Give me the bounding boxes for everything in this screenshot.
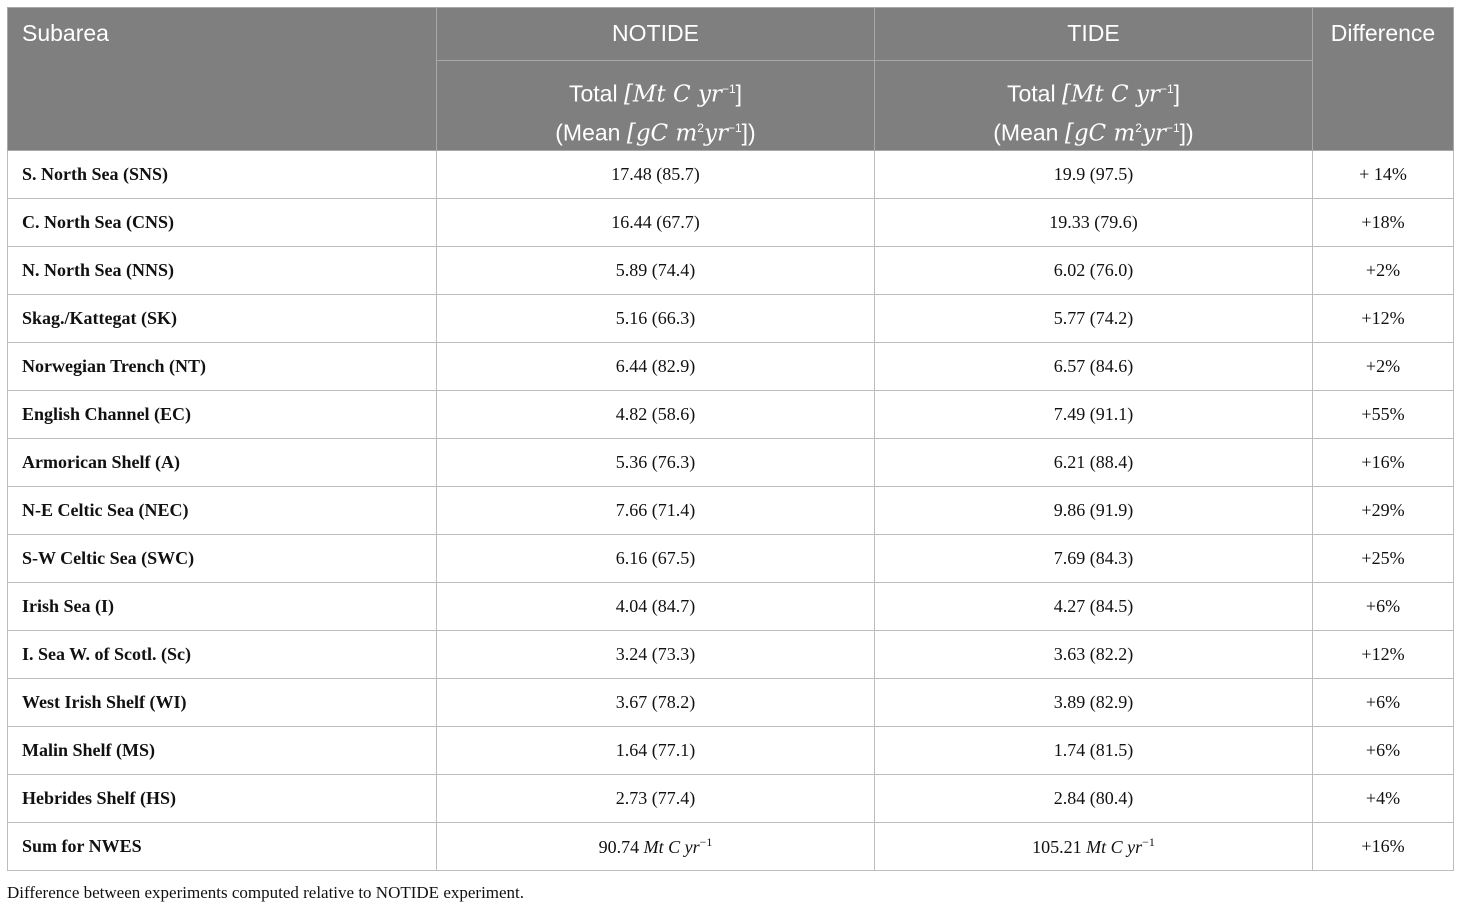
cell-subarea: S. North Sea (SNS) [8,151,437,199]
cell-subarea: English Channel (EC) [8,391,437,439]
cell-notide: 3.24 (73.3) [437,631,875,679]
cell-notide: 7.66 (71.4) [437,487,875,535]
cell-subarea: Norwegian Trench (NT) [8,343,437,391]
units-total-line [445,73,866,112]
cell-notide: 3.67 (78.2) [437,679,875,727]
cell-tide: 1.74 (81.5) [875,727,1313,775]
units-mean-exp-b: −1 [1165,120,1180,135]
cell-notide: 5.16 (66.3) [437,295,875,343]
header-subarea: Subarea [8,8,437,151]
cell-tide: 6.21 (88.4) [875,439,1313,487]
sum-units-exp: −1 [699,835,713,850]
units-total-line [883,73,1304,112]
cell-tide: 3.63 (82.2) [875,631,1313,679]
table-row [8,151,1454,199]
cell-tide: 3.89 (82.9) [875,679,1313,727]
cell-tide: 9.86 (91.9) [875,487,1313,535]
header-notide: NOTIDE [437,8,875,61]
cell-subarea: West Irish Shelf (WI) [8,679,437,727]
cell-notide: 4.04 (84.7) [437,583,875,631]
table-row [8,775,1454,823]
cell-difference: + 14% [1313,151,1454,199]
units-total-prefix: Total [1006,80,1062,107]
cell-subarea: S-W Celtic Sea (SWC) [8,535,437,583]
cell-sum-notide [437,823,875,871]
units-mean-prefix: (Mean [993,119,1065,146]
cell-difference: +6% [1313,727,1454,775]
cell-tide: 7.69 (84.3) [875,535,1313,583]
units-total-exp: −1 [1159,82,1174,96]
cell-sum-tide [875,823,1313,871]
table-row [8,583,1454,631]
cell-tide: 5.77 (74.2) [875,295,1313,343]
units-total: [Mt C yr [1061,81,1160,108]
table-row [8,343,1454,391]
cell-subarea: I. Sea W. of Scotl. (Sc) [8,631,437,679]
units-mean-close: ]) [741,119,756,146]
cell-notide: 5.89 (74.4) [437,247,875,295]
cell-subarea: Malin Shelf (MS) [8,727,437,775]
table-row [8,391,1454,439]
sum-row [8,823,1454,871]
units-total-exp: −1 [721,82,736,96]
cell-notide: 4.82 (58.6) [437,391,875,439]
cell-difference: +29% [1313,487,1454,535]
cell-sum-label: Sum for NWES [8,823,437,871]
header-tide: TIDE [875,8,1313,61]
cell-notide: 2.73 (77.4) [437,775,875,823]
units-mean-a: [gC m [1064,120,1136,147]
header-difference: Difference [1313,8,1454,151]
sum-tide-value: 105.21 [1032,837,1087,858]
units-mean-exp-b: −1 [727,120,742,135]
cell-tide: 7.49 (91.1) [875,391,1313,439]
table-row [8,727,1454,775]
units-total: [Mt C yr [623,81,722,108]
table-row [8,247,1454,295]
table-footnote: Difference between experiments computed relative to NOTIDE experiment. [7,883,525,902]
units-mean-line [445,112,866,151]
cell-difference: +55% [1313,391,1454,439]
cell-notide: 5.36 (76.3) [437,439,875,487]
units-total-close: ] [1173,80,1181,107]
sum-units-exp: −1 [1142,835,1155,850]
table-header [8,8,1454,151]
units-mean-close: ]) [1179,119,1194,146]
cell-subarea: Armorican Shelf (A) [8,439,437,487]
cell-difference: +2% [1313,247,1454,295]
cell-tide: 19.33 (79.6) [875,199,1313,247]
table-row [8,295,1454,343]
cell-tide: 4.27 (84.5) [875,583,1313,631]
cell-difference: +12% [1313,631,1454,679]
table-row [8,679,1454,727]
units-total-prefix: Total [568,80,624,107]
table-row [8,631,1454,679]
units-mean-b: yr [703,120,728,147]
cell-difference: +12% [1313,295,1454,343]
cell-notide: 16.44 (67.7) [437,199,875,247]
header-notide-units [437,61,875,151]
units-mean-b: yr [1141,120,1166,147]
cell-subarea: Skag./Kattegat (SK) [8,295,437,343]
cell-tide: 2.84 (80.4) [875,775,1313,823]
cell-notide: 6.16 (67.5) [437,535,875,583]
table-body [8,151,1454,871]
cell-sum-difference: +16% [1313,823,1454,871]
cell-difference: +6% [1313,679,1454,727]
table-row [8,199,1454,247]
units-mean-prefix: (Mean [555,119,627,146]
cell-subarea: N-E Celtic Sea (NEC) [8,487,437,535]
cell-notide: 17.48 (85.7) [437,151,875,199]
units-mean-a: [gC m [626,120,698,147]
header-tide-units [875,61,1313,151]
sum-units: Mt C yr [643,837,700,858]
sum-notide-value: 90.74 [598,837,644,858]
cell-tide: 19.9 (97.5) [875,151,1313,199]
table-row [8,487,1454,535]
cell-difference: +2% [1313,343,1454,391]
subarea-carbon-table [7,7,1454,871]
cell-difference: +18% [1313,199,1454,247]
units-mean-line [883,112,1304,151]
cell-subarea: C. North Sea (CNS) [8,199,437,247]
units-total-close: ] [735,80,743,107]
cell-difference: +6% [1313,583,1454,631]
cell-notide: 1.64 (77.1) [437,727,875,775]
cell-tide: 6.57 (84.6) [875,343,1313,391]
cell-subarea: Hebrides Shelf (HS) [8,775,437,823]
cell-notide: 6.44 (82.9) [437,343,875,391]
cell-difference: +4% [1313,775,1454,823]
units-mean-exp-a: 2 [697,120,704,135]
data-table-container [7,7,1453,871]
cell-difference: +25% [1313,535,1454,583]
cell-tide: 6.02 (76.0) [875,247,1313,295]
table-row [8,535,1454,583]
cell-difference: +16% [1313,439,1454,487]
cell-subarea: Irish Sea (I) [8,583,437,631]
cell-subarea: N. North Sea (NNS) [8,247,437,295]
sum-units: Mt C yr [1086,837,1143,858]
units-mean-exp-a: 2 [1135,120,1142,135]
table-row [8,439,1454,487]
